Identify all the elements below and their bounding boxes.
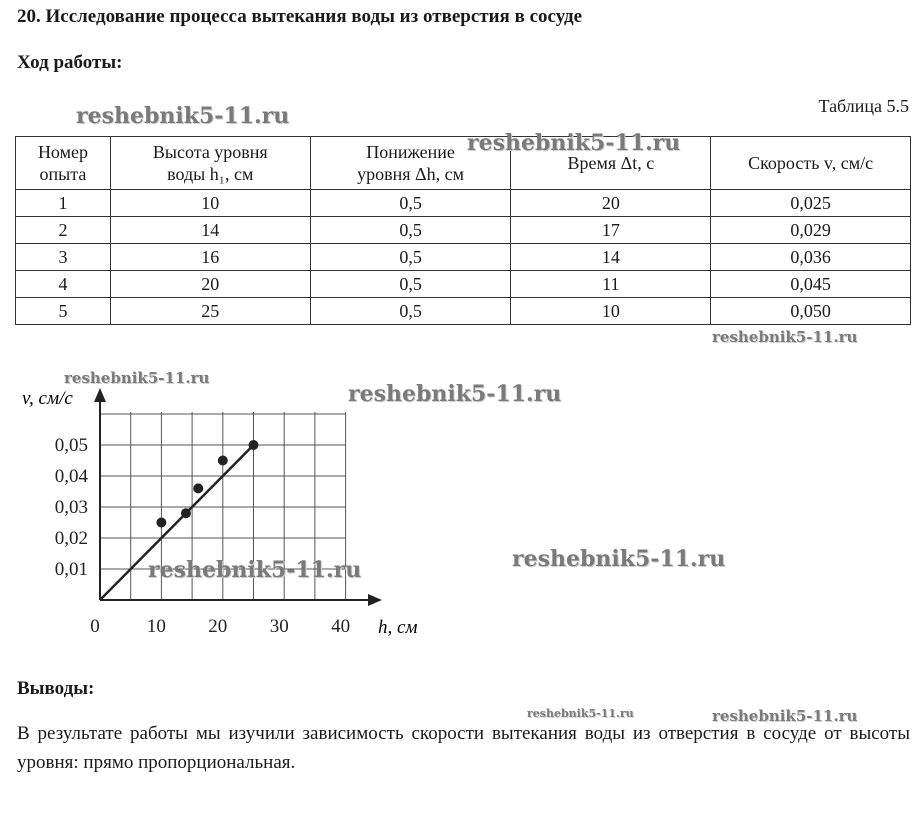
x-axis-label: h, см: [378, 617, 418, 638]
watermark: reshebnik5-11.ru: [148, 557, 362, 583]
table-row: 3 16 0,5 14 0,036: [16, 244, 911, 271]
y-axis-label: v, см/с: [22, 388, 73, 409]
data-point: [193, 483, 203, 493]
table-row: 1 10 0,5 20 0,025: [16, 190, 911, 217]
y-tick-label: 0,03: [54, 497, 88, 518]
table-caption: Таблица 5.5: [818, 96, 909, 116]
header-water-height: Высота уровня воды h₁, см: [110, 137, 310, 190]
procedure-heading: Ход работы:: [17, 52, 123, 73]
x-tick-label: 20: [208, 616, 228, 637]
header-speed: Скорость v, см/с: [711, 137, 911, 190]
conclusions-heading: Выводы:: [17, 678, 95, 699]
header-time: Время Δt, с: [511, 137, 711, 190]
table-header-row: [16, 137, 911, 190]
y-tick-label: 0,05: [54, 435, 88, 456]
watermark: reshebnik5-11.ru: [467, 130, 681, 156]
data-point: [156, 518, 166, 528]
watermark: reshebnik5-11.ru: [348, 381, 562, 407]
watermark: reshebnik5-11.ru: [712, 707, 858, 725]
data-point: [249, 440, 259, 450]
watermark: reshebnik5-11.ru: [512, 546, 726, 572]
x-tick-label: 0: [90, 616, 100, 637]
conclusion-text: В результате работы мы изучили зависимость скорости вытекания воды из отверстия в сосуде от высоты уровня: прямо пропорциональная.: [17, 723, 910, 773]
y-axis-arrow: [94, 388, 106, 402]
y-tick-label: 0,02: [54, 528, 88, 549]
results-table: [15, 136, 911, 325]
watermark: reshebnik5-11.ru: [64, 369, 210, 387]
page-title: 20. Исследование процесса вытекания воды из отверстия в сосуде: [17, 6, 583, 27]
data-point: [218, 456, 228, 466]
x-tick-label: 30: [269, 616, 289, 637]
table-row: 2 14 0,5 17 0,029: [16, 217, 911, 244]
data-point: [181, 508, 191, 518]
table-row: 4 20 0,5 11 0,045: [16, 271, 911, 298]
header-experiment-number: Номер опыта: [16, 137, 111, 190]
watermark: reshebnik5-11.ru: [527, 707, 634, 720]
table-row: 5 25 0,5 10 0,050: [16, 298, 911, 325]
x-tick-label: 40: [331, 616, 351, 637]
watermark: reshebnik5-11.ru: [712, 328, 858, 346]
y-tick-label: 0,01: [54, 559, 88, 580]
x-axis-arrow: [368, 594, 382, 606]
velocity-height-chart: [0, 380, 460, 650]
header-level-drop: Понижение уровня Δh, см: [310, 137, 511, 190]
watermark: reshebnik5-11.ru: [76, 103, 290, 129]
x-tick-label: 10: [146, 616, 166, 637]
y-tick-label: 0,04: [54, 466, 88, 487]
